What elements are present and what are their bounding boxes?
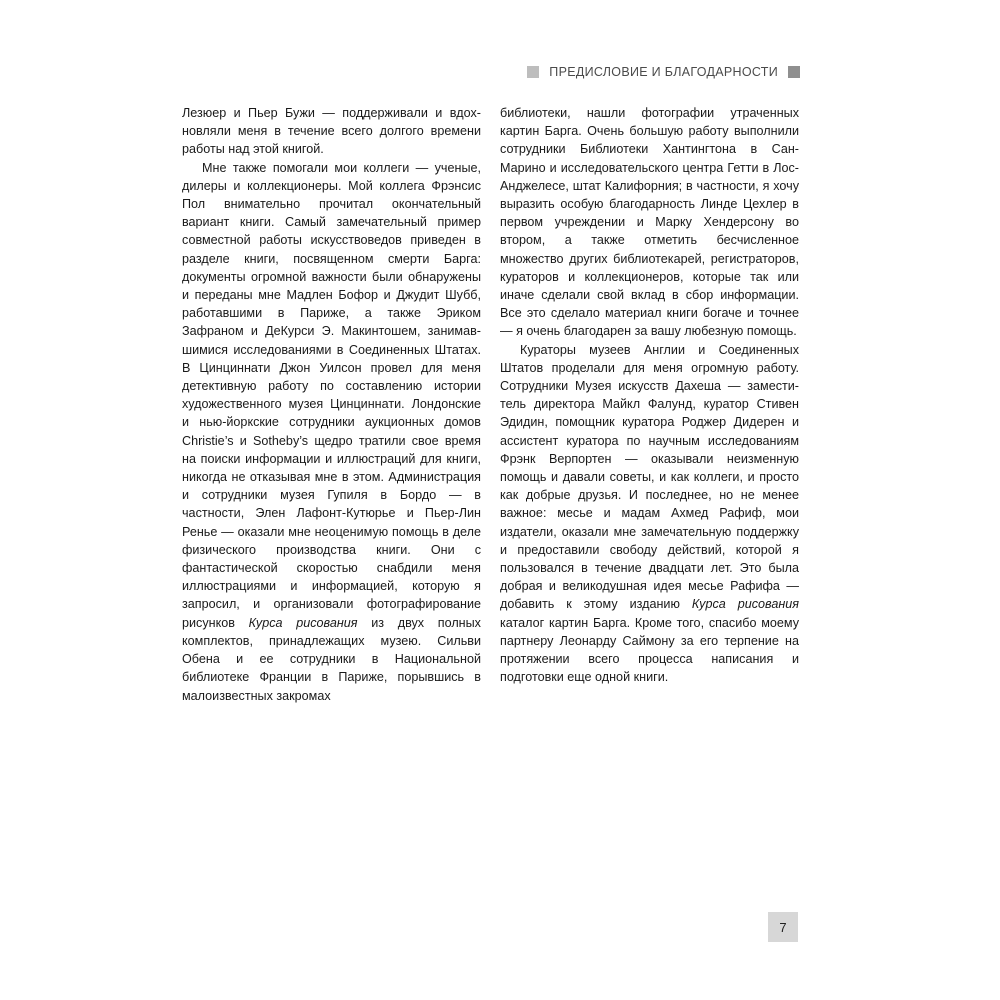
paragraph-text: из двух полных комплектов, принадлежащих музею. Сильви Обена и ее сотрудники в Национальной библиотеке Франции в Париже, порывшись в малоизвестных закромах: [182, 615, 481, 703]
paragraph-text: Кураторы музеев Англии и Соединенных Штатов проделали для меня огромную работу. Сотрудники Музея искусств Дахеша — заместитель директора Майкл Фалунд, куратор Стивен Эдидин, помощник куратора Роджер Дидерен и ассистент куратора по научным исследованиям Фрэнк Верпортен — оказывали неизменную помощь и давали советы, и как коллеги, и просто как добрые друзья. И последнее, но не менее важное: месье и мадам Ахмед Рафиф, мои издатели, оказали мне замечательную поддержку и предоставили свободу действий, которой я пользовался в течение двадцати лет. Это была добрая и великодушная идея месье Рафифа — добавить к этому изданию: [500, 342, 799, 612]
paragraph: [182, 159, 481, 705]
right-text-column: [500, 104, 799, 687]
paragraph-text: каталог картин Барга. Кроме того, спасибо моему партнеру Леонарду Саймону за его терпение на протяжении всего процесса написания и подготовки еще одной книги.: [500, 615, 799, 685]
paragraph: [182, 104, 481, 159]
paragraph-text: Мне также помогали мои коллеги — ученые, дилеры и коллекционеры. Мой коллега Фрэнсис Пол внимательно прочитал окончательный вариант книги. Самый замечательный пример совместной работы искусствоведов приведен в разделе книги, посвященном смерти Барга: документы огромной важности были обнаружены и переданы мне Мадлен Бофор и Джудит Шубб, работавшими в Париже, а также Эриком Зафраном и ДеКурси Э. Макинтошем, занимавшимися исследованиями в Соединенных Штатах. В Цинциннати Джон Уилсон провел для меня детективную работу по составлению истории художественного музея Цинциннати. Лондонские и нью-йоркские сотрудники аукционных домов Christie’s и Sotheby’s щедро тратили свое время на поиски информации и иллюстраций для книги, никогда не отказывая мне в этом. Администрация и сотрудники музея Гупиля в Бордо — в частности, Элен Лафонт-Кутюрье и Пьер-Лин Ренье — оказали мне неоценимую помощь в деле физического производства книги. Они с фантастической скоростью снабдили меня иллюстрациями и информацией, которую я запросил, и организовали фотографирование рисунков: [182, 160, 481, 630]
paragraph-text: библиотеки, нашли фотографии утраченных картин Барга. Очень большую работу выполнили сотрудники Библиотеки Хантингтона в Сан-Марино и исследовательского центра Гетти в Лос-Анджелесе, штат Калифорния; в частности, я хочу выразить особую благодарность Линде Цехлер в первом учреждении и Марку Хендерсону во втором, а также отметить бесчисленное множество других библиотекарей, регистраторов, кураторов и коллекционеров, которые так или иначе сделали свой вклад в сбор информации. Все это сделало материал книги богаче и точнее — я очень благодарен за вашу любезную помощь.: [500, 106, 799, 339]
paragraph: [500, 341, 799, 687]
page-number: 7: [768, 912, 798, 942]
header-square-left: [527, 66, 539, 78]
book-title-italic: Курса рисования: [248, 615, 358, 630]
running-title: ПРЕДИСЛОВИЕ И БЛАГОДАРНОСТИ: [549, 65, 778, 79]
running-header: [527, 65, 800, 79]
left-text-column: [182, 104, 481, 705]
book-title-italic: Курса рисования: [691, 597, 799, 612]
header-square-right: [788, 66, 800, 78]
paragraph-text: Лезюер и Пьер Бужи — поддерживали и вдохновляли меня в течение всего долгого времени работы над этой книгой.: [182, 106, 481, 157]
paragraph: [500, 104, 799, 341]
